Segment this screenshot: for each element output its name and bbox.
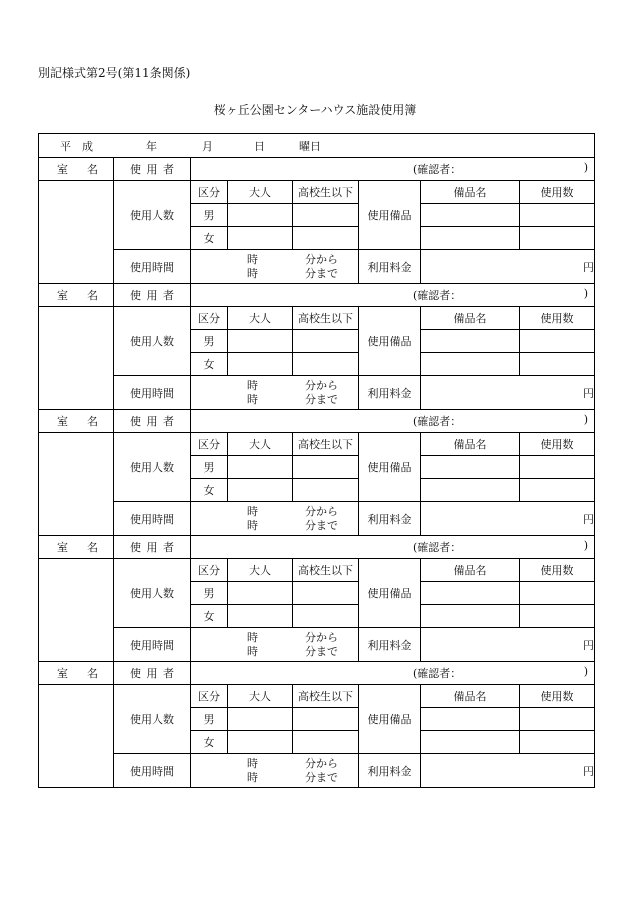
count-label: 使用数	[520, 181, 595, 204]
confirm-label: (確認者：	[413, 163, 462, 176]
usage-time-field[interactable]: 時 分から 時 分まで	[191, 502, 359, 536]
male-label: 男	[191, 582, 228, 605]
room-name-label: 室 名	[57, 163, 98, 176]
female-student-field[interactable]	[293, 605, 359, 628]
fee-field[interactable]: 円	[421, 250, 595, 284]
confirm-field[interactable]: (確認者： )	[191, 536, 595, 559]
users-count-label: 使用人数	[114, 433, 191, 502]
male-adult-field[interactable]	[228, 708, 293, 731]
time-row	[39, 250, 595, 284]
usage-form-table	[38, 133, 595, 788]
male-student-field[interactable]	[293, 330, 359, 353]
user-label: 使 用 者	[130, 667, 174, 680]
item-count-field[interactable]	[520, 479, 595, 502]
item-count-field[interactable]	[520, 731, 595, 754]
fee-field[interactable]: 円	[421, 628, 595, 662]
item-count-field[interactable]	[520, 353, 595, 376]
date-row	[39, 134, 595, 158]
adult-label: 大人	[228, 181, 293, 204]
category-label: 区分	[191, 559, 228, 582]
female-label: 女	[191, 479, 228, 502]
header-row	[39, 433, 595, 456]
room-name-field[interactable]	[39, 181, 114, 284]
male-adult-field[interactable]	[228, 582, 293, 605]
male-adult-field[interactable]	[228, 330, 293, 353]
fee-label: 利用料金	[359, 250, 421, 284]
female-label: 女	[191, 605, 228, 628]
equipment-label: 使用備品	[359, 685, 421, 754]
fee-label: 利用料金	[359, 628, 421, 662]
user-label: 使 用 者	[130, 541, 174, 554]
confirm-label: (確認者：	[413, 667, 462, 680]
adult-label: 大人	[228, 559, 293, 582]
users-count-label: 使用人数	[114, 685, 191, 754]
room-name-field[interactable]	[39, 433, 114, 536]
header-row	[39, 559, 595, 582]
female-student-field[interactable]	[293, 731, 359, 754]
male-student-field[interactable]	[293, 582, 359, 605]
item-name-field[interactable]	[421, 227, 520, 250]
item-count-field[interactable]	[520, 582, 595, 605]
adult-label: 大人	[228, 307, 293, 330]
room-name-field[interactable]	[39, 559, 114, 662]
usage-time-field[interactable]: 時 分から 時 分まで	[191, 628, 359, 662]
user-label: 使 用 者	[130, 289, 174, 302]
room-name-label: 室 名	[57, 415, 98, 428]
item-name-label: 備品名	[421, 433, 520, 456]
fee-field[interactable]: 円	[421, 376, 595, 410]
user-label: 使 用 者	[130, 163, 174, 176]
users-count-label: 使用人数	[114, 559, 191, 628]
item-count-field[interactable]	[520, 204, 595, 227]
room-name-label: 室 名	[57, 667, 98, 680]
fee-label: 利用料金	[359, 502, 421, 536]
female-adult-field[interactable]	[228, 479, 293, 502]
student-label: 高校生以下	[293, 307, 359, 330]
female-adult-field[interactable]	[228, 731, 293, 754]
usage-time-field[interactable]: 時 分から 時 分まで	[191, 754, 359, 788]
month-label: 月	[202, 139, 213, 153]
time-row	[39, 502, 595, 536]
male-label: 男	[191, 330, 228, 353]
adult-label: 大人	[228, 685, 293, 708]
male-label: 男	[191, 708, 228, 731]
adult-label: 大人	[228, 433, 293, 456]
item-name-label: 備品名	[421, 685, 520, 708]
users-count-label: 使用人数	[114, 181, 191, 250]
usage-time-label: 使用時間	[114, 376, 191, 410]
usage-time-field[interactable]: 時 分から 時 分まで	[191, 376, 359, 410]
male-adult-field[interactable]	[228, 456, 293, 479]
weekday-label: 曜日	[299, 139, 321, 153]
item-name-field[interactable]	[421, 731, 520, 754]
usage-time-field[interactable]: 時 分から 時 分まで	[191, 250, 359, 284]
item-name-field[interactable]	[421, 582, 520, 605]
time-row	[39, 376, 595, 410]
users-count-label: 使用人数	[114, 307, 191, 376]
page-title: 桜ヶ丘公園センターハウス施設使用簿	[213, 103, 417, 117]
confirm-label: (確認者：	[413, 415, 462, 428]
male-student-field[interactable]	[293, 456, 359, 479]
equipment-label: 使用備品	[359, 559, 421, 628]
item-name-field[interactable]	[421, 479, 520, 502]
room-name-field[interactable]	[39, 685, 114, 788]
usage-time-label: 使用時間	[114, 628, 191, 662]
male-student-field[interactable]	[293, 708, 359, 731]
item-count-field[interactable]	[520, 708, 595, 731]
room-row	[39, 158, 595, 181]
usage-time-label: 使用時間	[114, 754, 191, 788]
item-name-label: 備品名	[421, 181, 520, 204]
room-row	[39, 662, 595, 685]
room-name-label: 室 名	[57, 289, 98, 302]
room-row	[39, 410, 595, 433]
confirm-field[interactable]: (確認者： )	[191, 284, 595, 307]
item-count-field[interactable]	[520, 330, 595, 353]
equipment-label: 使用備品	[359, 307, 421, 376]
confirm-field[interactable]: (確認者： )	[191, 410, 595, 433]
header-row	[39, 685, 595, 708]
female-label: 女	[191, 227, 228, 250]
era-label: 平	[60, 139, 71, 153]
fee-field[interactable]: 円	[421, 502, 595, 536]
male-student-field[interactable]	[293, 204, 359, 227]
item-count-field[interactable]	[520, 456, 595, 479]
count-label: 使用数	[520, 307, 595, 330]
fee-label: 利用料金	[359, 754, 421, 788]
room-name-label: 室 名	[57, 541, 98, 554]
male-label: 男	[191, 456, 228, 479]
female-label: 女	[191, 731, 228, 754]
item-count-field[interactable]	[520, 227, 595, 250]
confirm-label: (確認者：	[413, 289, 462, 302]
female-adult-field[interactable]	[228, 353, 293, 376]
female-adult-field[interactable]	[228, 605, 293, 628]
fee-field[interactable]: 円	[421, 754, 595, 788]
student-label: 高校生以下	[293, 685, 359, 708]
item-name-field[interactable]	[421, 605, 520, 628]
category-label: 区分	[191, 181, 228, 204]
category-label: 区分	[191, 685, 228, 708]
time-row	[39, 754, 595, 788]
category-label: 区分	[191, 433, 228, 456]
item-name-field[interactable]	[421, 456, 520, 479]
day-label: 日	[254, 139, 265, 153]
fee-label: 利用料金	[359, 376, 421, 410]
female-student-field[interactable]	[293, 227, 359, 250]
confirm-field[interactable]: (確認者： )	[191, 662, 595, 685]
year-label: 年	[146, 139, 157, 153]
equipment-label: 使用備品	[359, 181, 421, 250]
item-name-label: 備品名	[421, 559, 520, 582]
room-row	[39, 284, 595, 307]
male-adult-field[interactable]	[228, 204, 293, 227]
item-name-field[interactable]	[421, 708, 520, 731]
category-label: 区分	[191, 307, 228, 330]
female-label: 女	[191, 353, 228, 376]
count-label: 使用数	[520, 433, 595, 456]
header-row	[39, 307, 595, 330]
male-label: 男	[191, 204, 228, 227]
item-name-label: 備品名	[421, 307, 520, 330]
female-student-field[interactable]	[293, 479, 359, 502]
student-label: 高校生以下	[293, 433, 359, 456]
female-adult-field[interactable]	[228, 227, 293, 250]
user-label: 使 用 者	[130, 415, 174, 428]
count-label: 使用数	[520, 685, 595, 708]
student-label: 高校生以下	[293, 559, 359, 582]
item-count-field[interactable]	[520, 605, 595, 628]
item-name-field[interactable]	[421, 353, 520, 376]
equipment-label: 使用備品	[359, 433, 421, 502]
usage-time-label: 使用時間	[114, 250, 191, 284]
item-name-field[interactable]	[421, 330, 520, 353]
female-student-field[interactable]	[293, 353, 359, 376]
time-row	[39, 628, 595, 662]
form-note: 別記様式第2号(第11条関係)	[38, 66, 191, 80]
confirm-label: (確認者：	[413, 541, 462, 554]
era-label-2: 成	[82, 139, 93, 153]
student-label: 高校生以下	[293, 181, 359, 204]
room-name-field[interactable]	[39, 307, 114, 410]
item-name-field[interactable]	[421, 204, 520, 227]
header-row	[39, 181, 595, 204]
usage-time-label: 使用時間	[114, 502, 191, 536]
count-label: 使用数	[520, 559, 595, 582]
confirm-field[interactable]: (確認者： )	[191, 158, 595, 181]
room-row	[39, 536, 595, 559]
